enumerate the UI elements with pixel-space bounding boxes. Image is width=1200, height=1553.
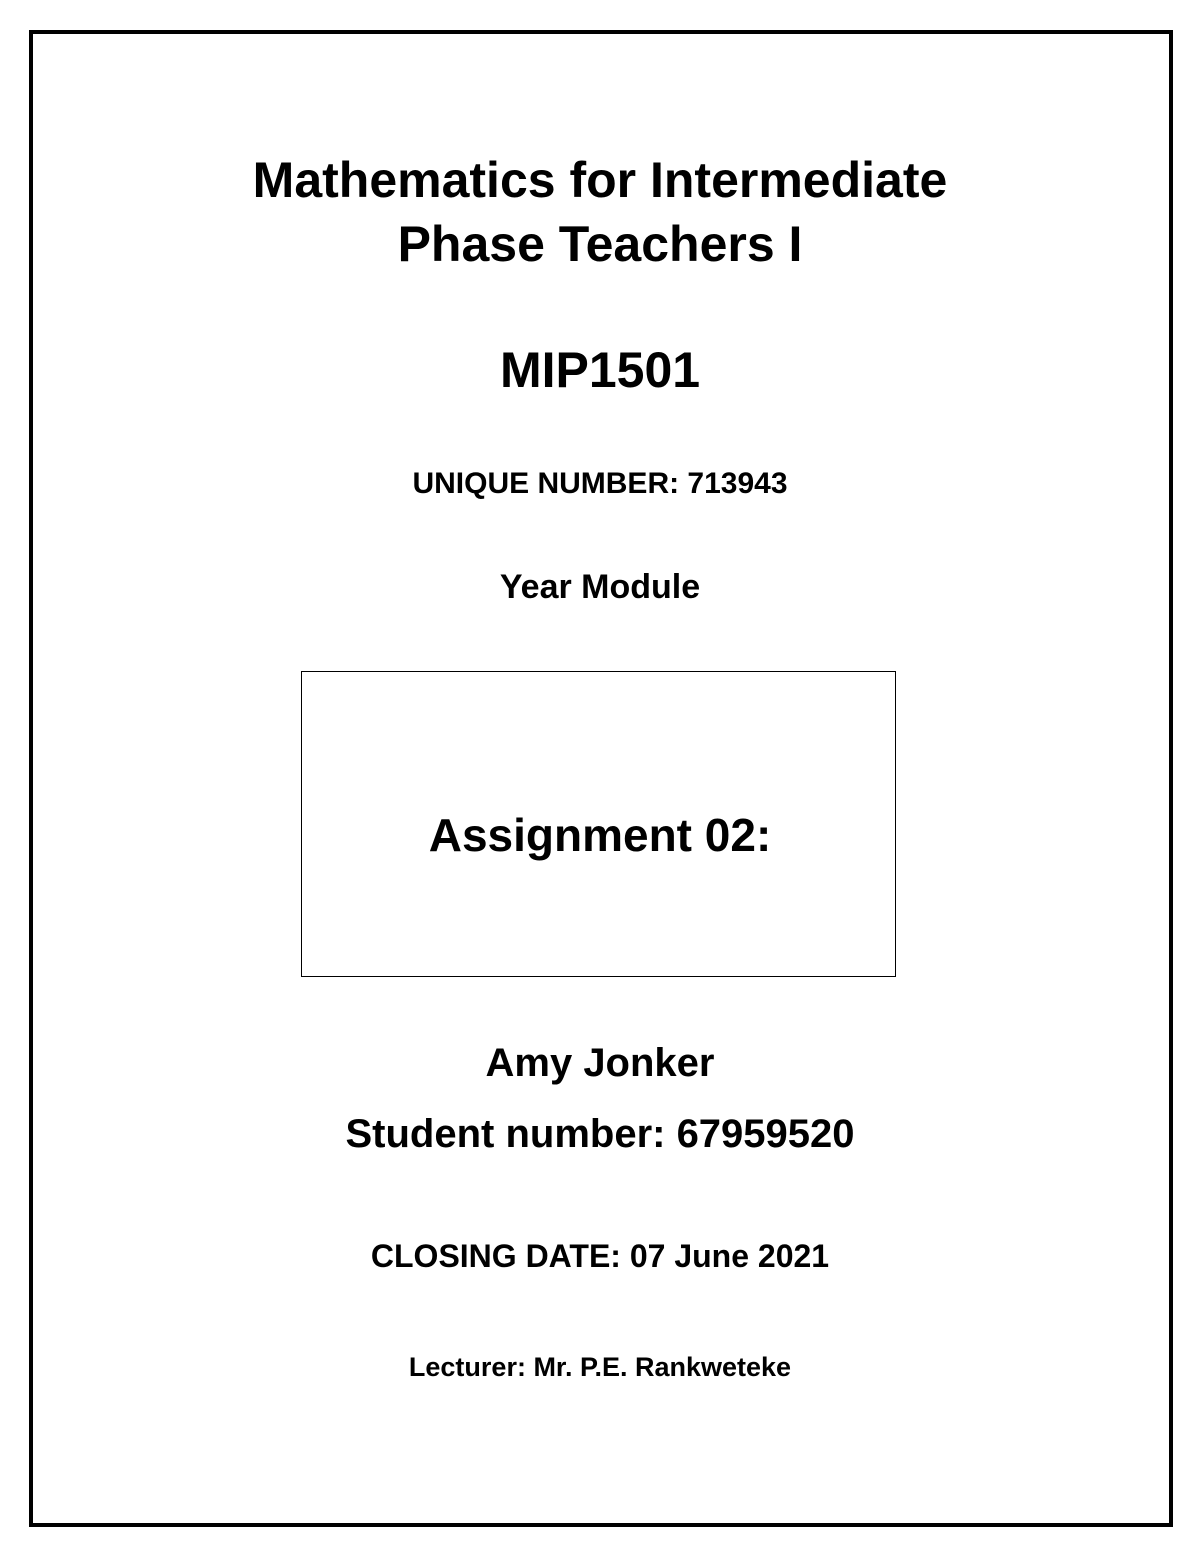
course-title-line-1: Mathematics for Intermediate [252,152,948,208]
lecturer-name: Lecturer: Mr. P.E. Rankweteke [408,1352,792,1382]
course-title-line-2: Phase Teachers I [397,216,803,272]
course-code: MIP1501 [499,342,701,398]
module-type: Year Module [499,568,701,606]
student-name: Amy Jonker [485,1041,715,1085]
closing-date: CLOSING DATE: 07 June 2021 [370,1238,830,1274]
course-title [0,148,1200,276]
assignment-title: Assignment 02: [428,809,772,861]
unique-number: UNIQUE NUMBER: 713943 [412,467,788,500]
student-number: Student number: 67959520 [345,1112,855,1156]
